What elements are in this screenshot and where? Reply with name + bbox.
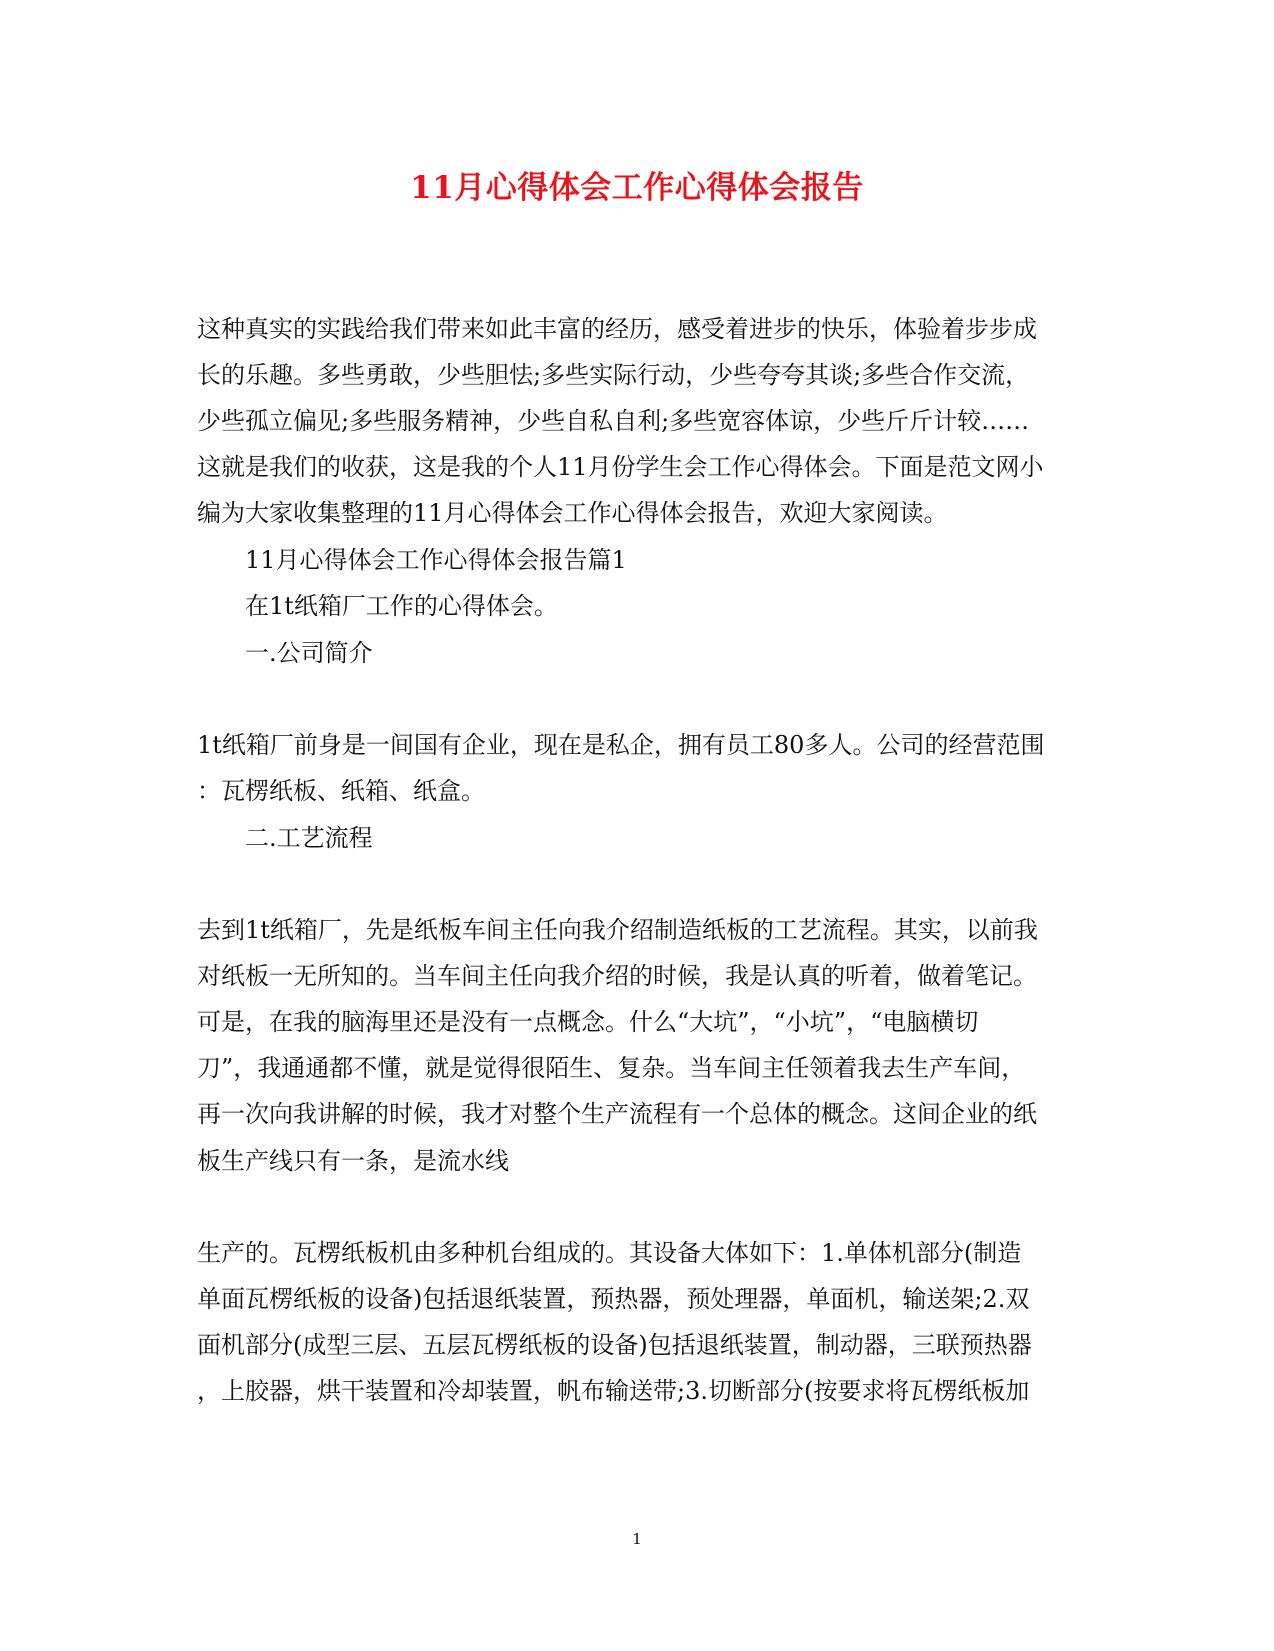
paragraph-line: 编为大家收集整理的11月心得体会工作心得体会报告，欢迎大家阅读。 [197, 499, 948, 527]
paragraph-line: 面机部分(成型三层、五层瓦楞纸板的设备)包括退纸装置，制动器，三联预热器 [197, 1331, 1032, 1359]
page-number: 1 [632, 1530, 642, 1548]
paragraph-line: 1t纸箱厂前身是一间国有企业，现在是私企，拥有员工80多人。公司的经营范围 [197, 731, 1045, 759]
section-heading: 11月心得体会工作心得体会报告篇1 [245, 546, 627, 574]
paragraph-line: 这就是我们的收获，这是我的个人11月份学生会工作心得体会。下面是范文网小 [197, 453, 1044, 481]
paragraph-line: 单面瓦楞纸板的设备)包括退纸装置，预热器，预处理器，单面机，输送架;2.双 [197, 1285, 1030, 1313]
paragraph-line: 可是，在我的脑海里还是没有一点概念。什么“大坑”，“小坑”，“电脑横切 [197, 1008, 979, 1036]
section-heading: 一.公司简介 [245, 639, 373, 667]
paragraph-line: ：瓦楞纸板、纸箱、纸盒。 [197, 777, 485, 805]
paragraph-line: 少些孤立偏见;多些服务精神，少些自私自利;多些宽容体谅，少些斤斤计较…… [197, 407, 1030, 435]
paragraph-line: 这种真实的实践给我们带来如此丰富的经历，感受着进步的快乐，体验着步步成 [197, 315, 1037, 343]
document-title: 11月心得体会工作心得体会报告 [410, 170, 864, 206]
paragraph-line: 去到1t纸箱厂，先是纸板车间主任向我介绍制造纸板的工艺流程。其实，以前我 [197, 916, 1038, 944]
paragraph-line: 再一次向我讲解的时候，我才对整个生产流程有一个总体的概念。这间企业的纸 [197, 1100, 1037, 1128]
paragraph-line: 对纸板一无所知的。当车间主任向我介绍的时候，我是认真的听着，做着笔记。 [197, 962, 1037, 990]
paragraph-line: ，上胶器，烘干装置和冷却装置，帆布输送带;3.切断部分(按要求将瓦楞纸板加 [197, 1377, 1030, 1405]
paragraph-line: 生产的。瓦楞纸板机由多种机台组成的。其设备大体如下：1.单体机部分(制造 [197, 1239, 1022, 1267]
paragraph-line: 长的乐趣。多些勇敢，少些胆怯;多些实际行动，少些夸夸其谈;多些合作交流， [197, 361, 1030, 389]
paragraph-line: 刀”，我通通都不懂，就是觉得很陌生、复杂。当车间主任领着我去生产车间， [197, 1054, 1026, 1082]
section-heading: 二.工艺流程 [245, 824, 373, 852]
paragraph-line: 在1t纸箱厂工作的心得体会。 [245, 592, 558, 620]
paragraph-line: 板生产线只有一条，是流水线 [197, 1147, 509, 1175]
